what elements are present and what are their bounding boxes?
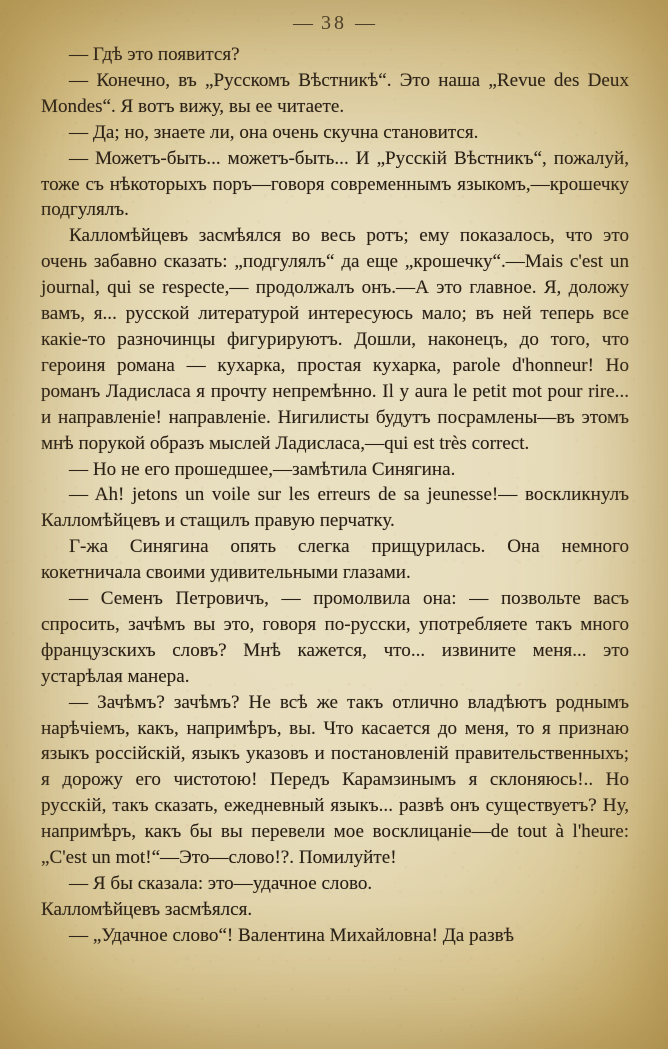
paragraph: — Гдѣ это появится?: [69, 44, 240, 65]
paragraph: — „Удачное слово“! Валентина Михайловна! Да развѣ: [69, 924, 514, 946]
folio-page-number: 38: [321, 12, 347, 34]
folio-right-rule: —: [355, 12, 375, 34]
paragraph: — Ah! jetons un voile sur les erreurs de sa jeunesse!— воскликнулъ Калломѣйцевъ и стащилъ правую перчатку.: [41, 484, 629, 532]
paragraph: — Зачѣмъ? зачѣмъ? Не всѣ же такъ отлично владѣютъ роднымъ нарѣчіемъ, какъ, напримѣръ, вы. Что касается до меня, то я признаю языкъ россійскій, языкъ указовъ и постановленій правительственныхъ; я дорожу его чистотою! Передъ Карамзинымъ я склоняюсь!.. Но русскій, такъ сказать, ежедневный языкъ... развѣ онъ существуетъ? Ну, напримѣръ, какъ бы вы перевели мое восклицаніе—de tout à l'heure: „C'est un mot!“—Это—слово!?. Помилуйте!: [41, 691, 629, 869]
paragraph: — Семенъ Петровичъ, — промолвила она: — позвольте васъ спросить, зачѣмъ вы это, говоря по-русски, употребляете такъ много французскихъ словъ? Мнѣ кажется, что... извините меня... это устарѣлая манера.: [41, 588, 629, 687]
paragraph: — Конечно, въ „Русскомъ Вѣстникѣ“. Это наша „Revue des Deux Mondes“. Я вотъ вижу, вы ее читаете.: [41, 69, 629, 117]
paragraph: Калломѣйцевъ засмѣялся во весь ротъ; ему показалось, что это очень забавно сказать: „подгулялъ“ да еще „крошечку“.—Mais c'est un journal, qui se respecte,— продолжалъ онъ.—А это главное. Я, доложу вамъ, я... русской литературой интересуюсь мало; въ ней теперь все какіе-то разночинцы фигурируютъ. Дошли, наконецъ, до того, что героиня романа — кухарка, простая кухарка, parole d'honneur! Но романъ Ладислаcа я прочту непремѣнно. Il y aura le petit mot pour rire... и направленіе! направленіе. Нигилисты будутъ посрамлены—въ этомъ мнѣ порукой образъ мыслей Ладислаcа,—qui est très correct.: [41, 225, 629, 454]
paragraph: — Можетъ-быть... можетъ-быть... И „Русскій Вѣстникъ“, пожалуй, тоже съ нѣкоторыхъ поръ—говоря современнымъ языкомъ,—крошечку подгулялъ.: [41, 147, 629, 221]
body-text-block: [41, 42, 629, 949]
folio-left-rule: —: [293, 12, 313, 34]
paragraph: Г-жа Синягина опять слегка прищурилась. Она немного кокетничала своими удивительными глазами.: [41, 536, 629, 584]
paragraph: Калломѣйцевъ засмѣялся.: [41, 898, 253, 920]
paragraph: — Я бы сказала: это—удачное слово.: [69, 873, 373, 894]
paragraph: — Но не его прошедшее,—замѣтила Синягина.: [69, 458, 456, 480]
page-folio: [0, 12, 668, 35]
paragraph: — Да; но, знаете ли, она очень скучна становится.: [69, 121, 479, 143]
